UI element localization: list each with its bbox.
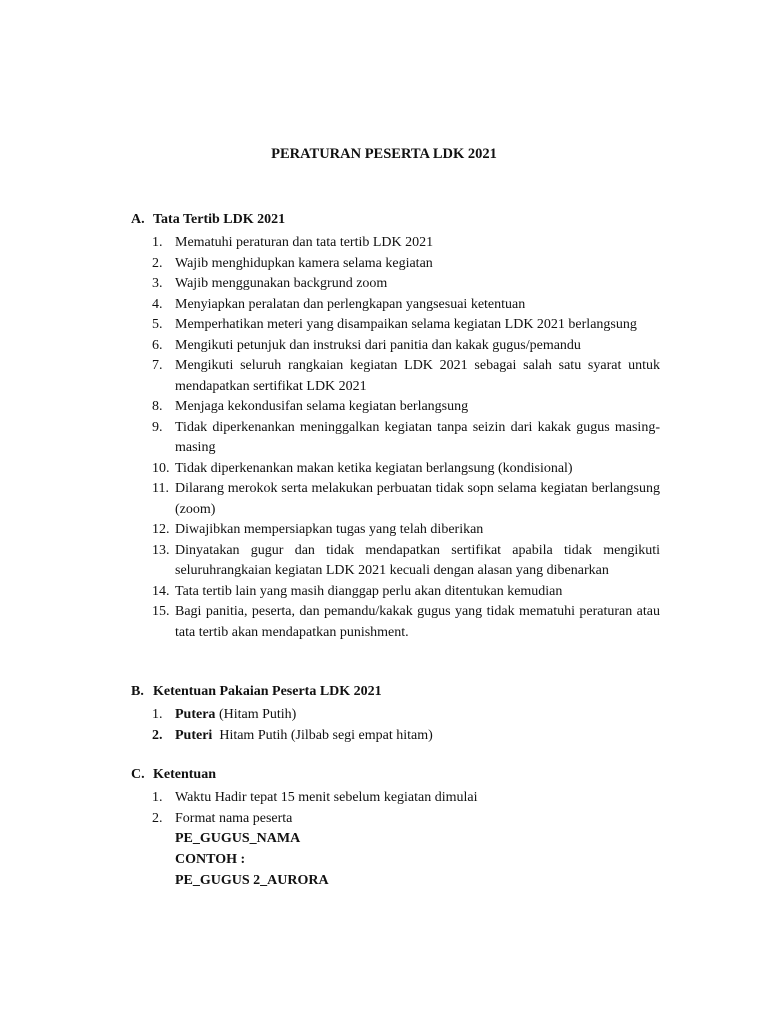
list-item: 8. Menjaga kekondusifan selama kegiatan berlangsung xyxy=(152,399,469,414)
format-line: PE_GUGUS 2_AURORA xyxy=(175,873,329,888)
list-item: 15. Bagi panitia, peserta, dan pemandu/kakak gugus yang tidak mematuhi peraturan atau tata tertib akan mendapatkan punishment. xyxy=(152,604,660,640)
section-a-list xyxy=(152,233,660,643)
section-b-heading xyxy=(131,684,382,700)
format-line: CONTOH : xyxy=(175,852,246,867)
list-item: 12. Diwajibkan mempersiapkan tugas yang telah diberikan xyxy=(152,522,484,537)
section-b-title: Ketentuan Pakaian Peserta LDK 2021 xyxy=(153,684,382,699)
format-block xyxy=(175,828,329,891)
list-item: 7. Mengikuti seluruh rangkaian kegiatan LDK 2021 sebagai salah satu syarat untuk mendapatkan sertifikat LDK 2021 xyxy=(152,358,660,394)
list-item: 3. Wajib menggunakan backgrund zoom xyxy=(152,276,388,291)
list-item: 2. Puteri Hitam Putih (Jilbab segi empat hitam) xyxy=(152,727,433,743)
section-b-list xyxy=(152,705,660,746)
list-item: 1. Mematuhi peraturan dan tata tertib LDK 2021 xyxy=(152,235,434,250)
item-label: Puteri xyxy=(175,727,213,743)
section-a-heading xyxy=(131,212,285,228)
document-title: PERATURAN PESERTA LDK 2021 xyxy=(271,146,497,162)
list-item: 9. Tidak diperkenankan meninggalkan kegiatan tanpa seizin dari kakak gugus masing-masing xyxy=(152,419,660,455)
section-c-letter: C. xyxy=(131,767,145,782)
section-b-letter: B. xyxy=(131,684,144,699)
section-c-heading xyxy=(131,767,216,783)
list-item: 1. Putera (Hitam Putih) xyxy=(152,707,297,722)
section-a-letter: A. xyxy=(131,212,145,227)
list-item: 10. Tidak diperkenankan makan ketika kegiatan berlangsung (kondisional) xyxy=(152,460,573,476)
section-c-list xyxy=(152,788,660,829)
list-item: 4. Menyiapkan peralatan dan perlengkapan yangsesuai ketentuan xyxy=(152,296,526,312)
list-item: 5. Memperhatikan meteri yang disampaikan selama kegiatan LDK 2021 berlangsung xyxy=(152,317,637,332)
list-item: 6. Mengikuti petunjuk dan instruksi dari panitia dan kakak gugus/pemandu xyxy=(152,337,581,353)
list-item: 13. Dinyatakan gugur dan tidak mendapatkan sertifikat apabila tidak mengikuti seluruhrangkaian kegiatan LDK 2021 kecuali dengan alasan yang dibenarkan xyxy=(152,542,660,578)
list-item: 11. Dilarang merokok serta melakukan perbuatan tidak sopn selama kegiatan berlangsung (zoom) xyxy=(152,481,660,517)
section-a-title: Tata Tertib LDK 2021 xyxy=(153,212,286,227)
list-item: 1. Waktu Hadir tepat 15 menit sebelum kegiatan dimulai xyxy=(152,790,478,805)
list-item: 2. Format nama peserta xyxy=(152,810,293,826)
format-line: PE_GUGUS_NAMA xyxy=(175,831,301,846)
item-label: Putera xyxy=(175,707,216,722)
list-item: 14. Tata tertib lain yang masih dianggap perlu akan ditentukan kemudian xyxy=(152,583,563,599)
section-c-title: Ketentuan xyxy=(153,767,216,782)
list-item: 2. Wajib menghidupkan kamera selama kegiatan xyxy=(152,255,433,271)
